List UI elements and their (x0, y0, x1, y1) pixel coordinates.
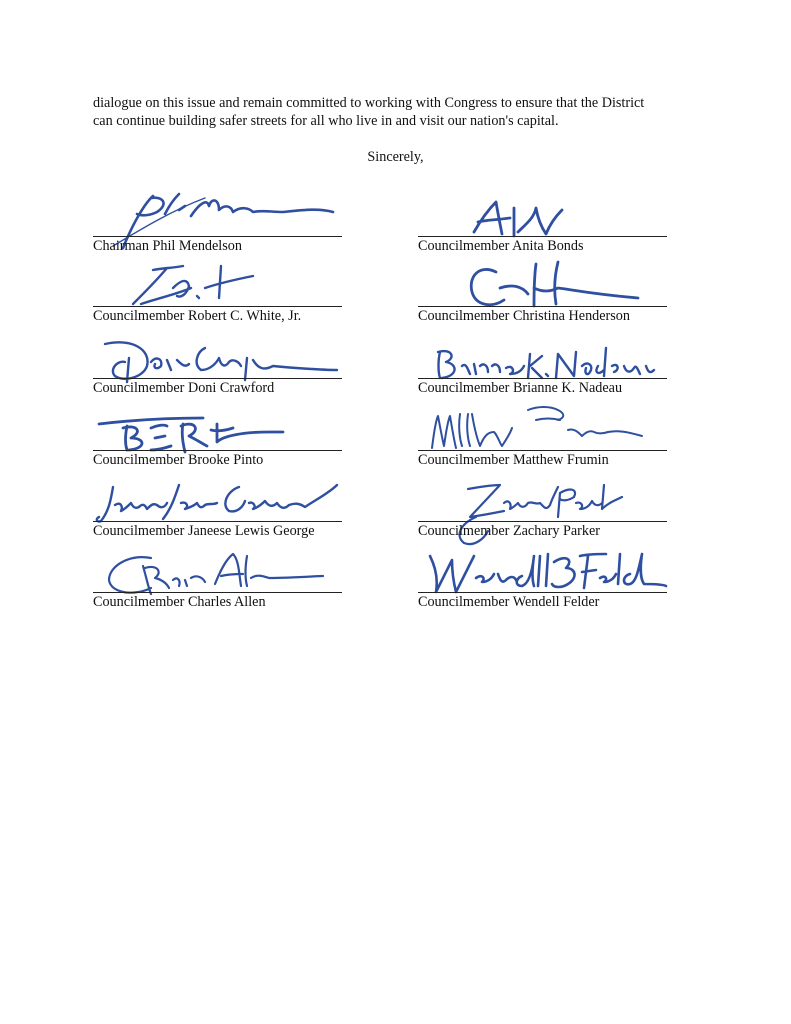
signature-block-allen (93, 544, 343, 616)
signature-block-white (93, 258, 343, 330)
signature-line (418, 306, 667, 307)
letter-closing: Sincerely, (367, 149, 424, 165)
signature-block-george (93, 473, 343, 545)
signature-line (418, 450, 667, 451)
signatory-name: Councilmember Zachary Parker (418, 523, 600, 539)
signature-block-parker (418, 473, 668, 545)
signature-line (418, 521, 667, 522)
paragraph-line: can continue building safer streets for all who live in and visit our nation's capital. (93, 112, 559, 129)
signature-line (93, 378, 342, 379)
signatory-name: Councilmember Wendell Felder (418, 594, 600, 610)
signature-block-nadeau (418, 330, 668, 402)
signature-line (93, 450, 342, 451)
signature-block-mendelson (93, 188, 343, 260)
signature-line (93, 306, 342, 307)
signatory-name: Councilmember Matthew Frumin (418, 452, 609, 468)
signatory-name: Councilmember Charles Allen (93, 594, 266, 610)
signature-block-bonds (418, 188, 668, 260)
signature-line (93, 592, 342, 593)
letter-paragraph (93, 95, 713, 130)
signatory-name: Councilmember Brooke Pinto (93, 452, 264, 468)
signature-block-frumin (418, 402, 668, 474)
signature-line (93, 521, 342, 522)
signatory-name: Councilmember Doni Crawford (93, 380, 275, 396)
signature-line (418, 592, 667, 593)
signature-block-henderson (418, 258, 668, 330)
signatory-name: Councilmember Brianne K. Nadeau (418, 380, 623, 396)
signatory-name: Chairman Phil Mendelson (93, 238, 242, 254)
paragraph-line: dialogue on this issue and remain committed to working with Congress to ensure that the District (93, 95, 645, 111)
signature-block-pinto (93, 402, 343, 474)
signature-line (418, 378, 667, 379)
signature-line (93, 236, 342, 237)
signatory-name: Councilmember Anita Bonds (418, 238, 584, 254)
signatory-name: Councilmember Robert C. White, Jr. (93, 308, 302, 324)
signature-block-felder (418, 544, 668, 616)
signatory-name: Councilmember Janeese Lewis George (93, 523, 315, 539)
signatory-name: Councilmember Christina Henderson (418, 308, 630, 324)
signature-line (418, 236, 667, 237)
signature-block-crawford (93, 330, 343, 402)
